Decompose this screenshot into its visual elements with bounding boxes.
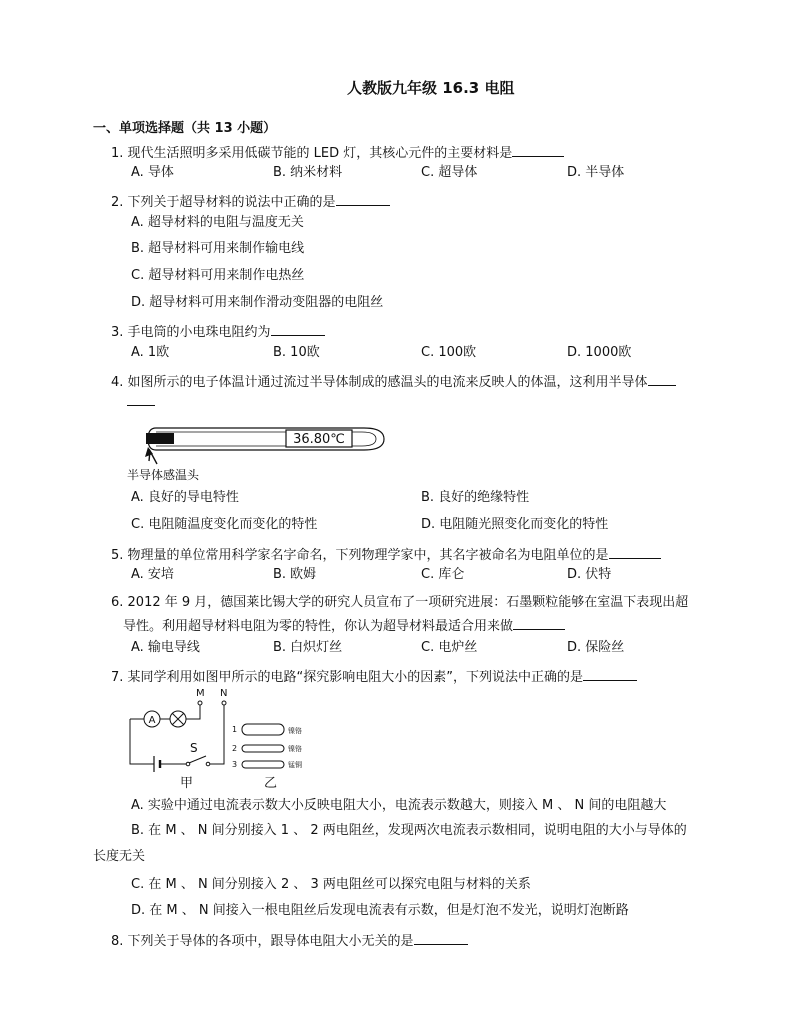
question-5-stem: 5. 物理量的单位常用科学家名字命名，下列物理学家中，其名字被命名为电阻单位的是	[111, 545, 661, 565]
wire-1	[242, 724, 284, 735]
wire-2	[242, 745, 284, 752]
thermometer-label: 半导体感温头	[127, 468, 200, 482]
answer-blank	[609, 545, 661, 559]
thermometer-display: 36.80℃	[293, 432, 345, 447]
figure-yi-label: 乙	[264, 776, 278, 790]
answer-blank	[414, 931, 468, 945]
switch-label: S	[190, 741, 198, 755]
answer-blank	[648, 372, 676, 386]
answer-blank	[271, 322, 325, 336]
svg-text:3: 3	[232, 760, 238, 769]
figure-jia-label: 甲	[180, 776, 194, 790]
question-7-option-b: B. 在 M 、 N 间分别接入 1 、 2 两电阻丝，发现两次电流表示数相同，说明电阻的大小与导体的	[131, 823, 687, 838]
circuit-figure	[124, 686, 314, 790]
svg-text:镍铬: 镍铬	[288, 727, 302, 735]
question-6-stem-line-1: 6. 2012 年 9 月，德国莱比锡大学的研究人员宣布了一项研究进展：石墨颗粒能够在室温下表现出超	[111, 595, 689, 610]
question-7-option-b-continued: 长度无关	[93, 849, 146, 864]
question-1-stem: 1. 现代生活照明多采用低碳节能的 LED 灯，其核心元件的主要材料是	[111, 143, 564, 163]
question-7-stem: 7. 某同学利用如图甲所示的电路“探究影响电阻大小的因素”，下列说法中正确的是	[111, 667, 637, 687]
question-8-stem: 8. 下列关于导体的各项中，跟导体电阻大小无关的是	[111, 931, 468, 951]
question-2-option-b: B. 超导材料可用来制作输电线	[131, 241, 305, 256]
question-3-option-c: C. 100欧	[421, 345, 477, 360]
section-heading: 一、单项选择题（共 13 小题）	[93, 121, 277, 136]
question-1-option-d: D. 半导体	[567, 165, 625, 180]
question-1-option-c: C. 超导体	[421, 165, 478, 180]
wire-3	[242, 761, 284, 768]
question-6-option-a: A. 输电导线	[131, 640, 200, 655]
question-7-option-a: A. 实验中通过电流表示数大小反映电阻大小，电流表示数越大，则接入 M 、 N 间的电阻越大	[131, 798, 667, 813]
svg-text:镍铬: 镍铬	[288, 745, 302, 753]
answer-blank	[336, 192, 390, 206]
page-title: 人教版九年级 16.3 电阻	[347, 79, 515, 97]
answer-blank-continued	[127, 405, 155, 406]
question-4-option-b: B. 良好的绝缘特性	[421, 490, 530, 505]
question-3-option-d: D. 1000欧	[567, 345, 632, 360]
question-2-option-c: C. 超导材料可用来制作电热丝	[131, 268, 305, 283]
answer-blank	[512, 143, 564, 157]
terminal-n-label: N	[220, 688, 228, 699]
answer-blank	[583, 667, 637, 681]
question-5-option-a: A. 安培	[131, 567, 174, 582]
question-6-option-b: B. 白炽灯丝	[273, 640, 343, 655]
question-4-stem: 4. 如图所示的电子体温计通过流过半导体制成的感温头的电流来反映人的体温，这利用半导体	[111, 372, 676, 392]
question-4-option-a: A. 良好的导电特性	[131, 490, 239, 505]
question-7-option-d: D. 在 M 、 N 间接入一根电阻丝后发现电流表有示数，但是灯泡不发光，说明灯泡断路	[131, 903, 629, 918]
terminal-m-label: M	[196, 688, 205, 699]
question-3-stem: 3. 手电筒的小电珠电阻约为	[111, 322, 325, 342]
question-4-option-c: C. 电阻随温度变化而变化的特性	[131, 517, 318, 532]
question-6-option-c: C. 电炉丝	[421, 640, 478, 655]
svg-text:2: 2	[232, 744, 238, 753]
ammeter-label: A	[148, 715, 156, 726]
svg-text:1: 1	[232, 725, 238, 734]
question-6-option-d: D. 保险丝	[567, 640, 625, 655]
question-2-stem: 2. 下列关于超导材料的说法中正确的是	[111, 192, 390, 212]
question-4-option-d: D. 电阻随光照变化而变化的特性	[421, 517, 609, 532]
question-6-stem-line-2: 导性。利用超导材料电阻为零的特性，你认为超导材料最适合用来做	[123, 616, 565, 636]
question-3-option-a: A. 1欧	[131, 345, 170, 360]
question-5-option-d: D. 伏特	[567, 567, 612, 582]
answer-blank	[513, 616, 565, 630]
svg-text:锰铜: 锰铜	[288, 761, 302, 769]
question-1-option-a: A. 导体	[131, 165, 174, 180]
question-5-option-c: C. 库仑	[421, 567, 465, 582]
question-7-option-c: C. 在 M 、 N 间分别接入 2 、 3 两电阻丝可以探究电阻与材料的关系	[131, 877, 531, 892]
question-2-option-a: A. 超导材料的电阻与温度无关	[131, 215, 304, 230]
question-3-option-b: B. 10欧	[273, 345, 320, 360]
question-1-option-b: B. 纳米材料	[273, 165, 343, 180]
question-2-option-d: D. 超导材料可用来制作滑动变阻器的电阻丝	[131, 295, 384, 310]
question-5-option-b: B. 欧姆	[273, 567, 317, 582]
